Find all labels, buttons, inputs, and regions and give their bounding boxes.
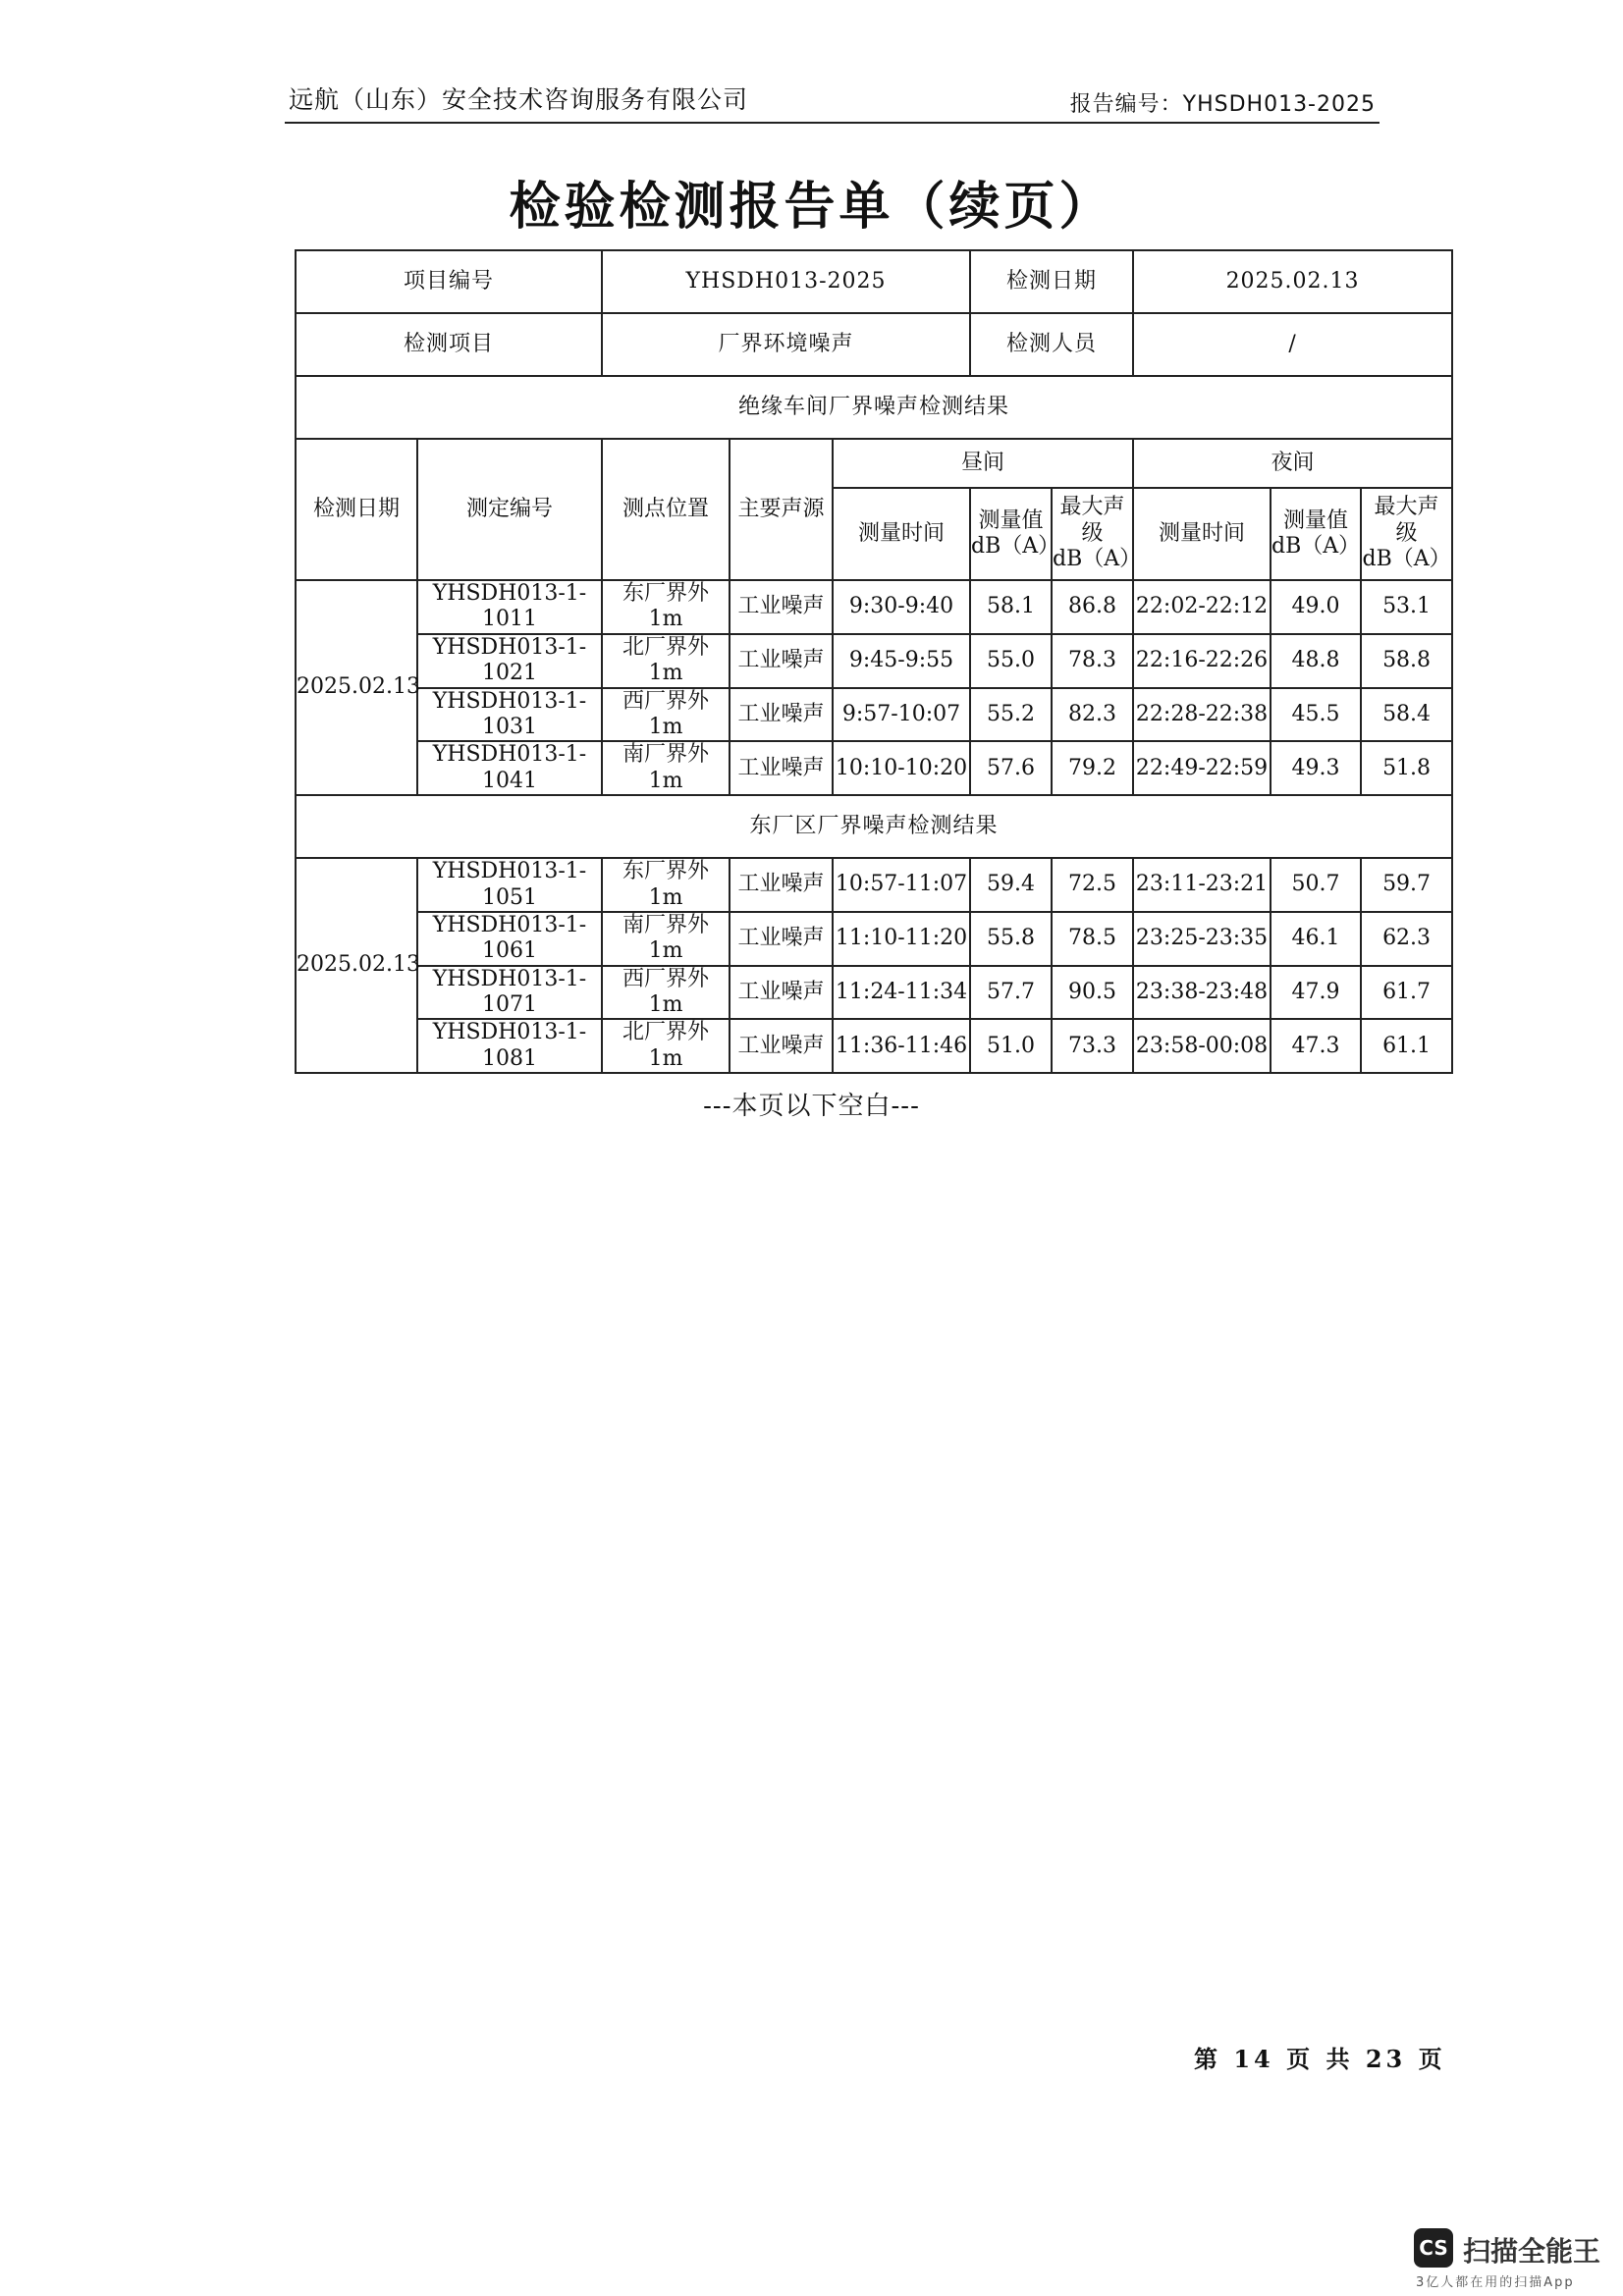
row-position: 西厂界外 1m: [602, 966, 730, 1020]
section-title-row: [296, 376, 1452, 439]
row-day-max: 82.3: [1052, 688, 1133, 742]
row-night-value: 49.0: [1271, 580, 1361, 634]
company-name: 远航（山东）安全技术咨询服务有限公司: [289, 85, 749, 114]
row-day-max: 78.3: [1052, 634, 1133, 688]
col-day-max-l3: dB（A）: [1053, 547, 1142, 572]
col-day-time: 测量时间: [833, 488, 970, 580]
table-row: [296, 858, 1452, 912]
col-day-max-l2: 级: [1081, 520, 1104, 546]
table-row: [296, 688, 1452, 742]
row-night-value: 47.3: [1271, 1019, 1361, 1073]
row-night-time: 23:58-00:08: [1133, 1019, 1271, 1073]
col-source: 主要声源: [730, 439, 833, 580]
project-no-value: YHSDH013-2025: [602, 250, 970, 313]
row-night-max: 58.4: [1361, 688, 1452, 742]
col-day-max: [1052, 488, 1142, 580]
col-night-max-l3: dB（A）: [1362, 547, 1451, 572]
col-date: 检测日期: [296, 439, 417, 580]
watermark-tagline: 3亿人都在用的扫描App: [1416, 2275, 1575, 2290]
row-day-time: 9:45-9:55: [833, 634, 970, 688]
row-night-time: 22:28-22:38: [1133, 688, 1271, 742]
row-day-value: 57.7: [970, 966, 1052, 1020]
row-day-value: 58.1: [970, 580, 1052, 634]
col-night: 夜间: [1133, 439, 1452, 488]
tester-label: 检测人员: [970, 313, 1133, 376]
row-source: 工业噪声: [730, 966, 833, 1020]
row-position: 西厂界外 1m: [602, 688, 730, 742]
test-item-value: 厂界环境噪声: [602, 313, 970, 376]
row-day-time: 10:10-10:20: [833, 741, 970, 795]
row-day-value: 51.0: [970, 1019, 1052, 1073]
test-date-value: 2025.02.13: [1133, 250, 1452, 313]
scanner-watermark: [1414, 2228, 1610, 2291]
row-day-time: 11:36-11:46: [833, 1019, 970, 1073]
row-night-time: 22:02-22:12: [1133, 580, 1271, 634]
col-day-max-l1: 最大声: [1059, 495, 1125, 520]
row-night-max: 53.1: [1361, 580, 1452, 634]
row-night-time: 22:16-22:26: [1133, 634, 1271, 688]
col-day: 昼间: [833, 439, 1133, 488]
row-position: 南厂界外 1m: [602, 912, 730, 966]
row-night-max: 62.3: [1361, 912, 1452, 966]
project-no-label: 项目编号: [296, 250, 602, 313]
row-day-time: 11:24-11:34: [833, 966, 970, 1020]
info-row-2: [296, 313, 1452, 376]
row-night-max: 61.7: [1361, 966, 1452, 1020]
column-header-row: [296, 439, 1452, 488]
row-position: 东厂界外 1m: [602, 580, 730, 634]
table-row: [296, 580, 1452, 634]
row-day-max: 79.2: [1052, 741, 1133, 795]
col-day-value-l2: dB（A）: [971, 534, 1060, 559]
test-item-label: 检测项目: [296, 313, 602, 376]
col-code: 测定编号: [417, 439, 602, 580]
row-source: 工业噪声: [730, 634, 833, 688]
camscanner-logo-icon: CS: [1414, 2228, 1453, 2268]
col-night-value-l1: 测量值: [1283, 507, 1349, 533]
row-night-time: 22:49-22:59: [1133, 741, 1271, 795]
row-source: 工业噪声: [730, 858, 833, 912]
row-night-max: 61.1: [1361, 1019, 1452, 1073]
row-position: 东厂界外 1m: [602, 858, 730, 912]
row-day-value: 55.8: [970, 912, 1052, 966]
row-night-time: 23:25-23:35: [1133, 912, 1271, 966]
row-day-time: 9:30-9:40: [833, 580, 970, 634]
row-night-value: 46.1: [1271, 912, 1361, 966]
row-day-max: 73.3: [1052, 1019, 1133, 1073]
row-night-time: 23:38-23:48: [1133, 966, 1271, 1020]
row-code: YHSDH013-1-1081: [417, 1019, 602, 1073]
row-night-time: 23:11-23:21: [1133, 858, 1271, 912]
watermark-name: 扫描全能王: [1463, 2235, 1601, 2268]
row-night-max: 59.7: [1361, 858, 1452, 912]
info-row-1: [296, 250, 1452, 313]
table-row: [296, 1019, 1452, 1073]
row-code: YHSDH013-1-1011: [417, 580, 602, 634]
row-day-value: 59.4: [970, 858, 1052, 912]
row-night-value: 50.7: [1271, 858, 1361, 912]
row-date: 2025.02.13: [296, 580, 417, 795]
row-day-value: 55.2: [970, 688, 1052, 742]
row-day-max: 72.5: [1052, 858, 1133, 912]
row-day-time: 11:10-11:20: [833, 912, 970, 966]
row-day-max: 78.5: [1052, 912, 1133, 966]
row-night-max: 51.8: [1361, 741, 1452, 795]
row-code: YHSDH013-1-1031: [417, 688, 602, 742]
row-day-value: 55.0: [970, 634, 1052, 688]
document-title: 检验检测报告单（续页）: [509, 178, 1114, 237]
row-date: 2025.02.13: [296, 858, 417, 1073]
col-night-value: [1271, 488, 1361, 580]
col-night-value-l2: dB（A）: [1271, 534, 1361, 559]
row-night-max: 58.8: [1361, 634, 1452, 688]
row-source: 工业噪声: [730, 741, 833, 795]
col-day-value: [970, 488, 1060, 580]
row-code: YHSDH013-1-1071: [417, 966, 602, 1020]
row-night-value: 47.9: [1271, 966, 1361, 1020]
col-day-value-l1: 测量值: [978, 507, 1044, 533]
col-position: 测点位置: [602, 439, 730, 580]
row-source: 工业噪声: [730, 912, 833, 966]
col-night-max-l1: 最大声: [1374, 495, 1439, 520]
row-night-value: 48.8: [1271, 634, 1361, 688]
row-code: YHSDH013-1-1021: [417, 634, 602, 688]
section-title-row: [296, 795, 1452, 858]
table-row: [296, 741, 1452, 795]
row-position: 北厂界外 1m: [602, 634, 730, 688]
section-title: 东厂区厂界噪声检测结果: [296, 795, 1452, 858]
row-position: 北厂界外 1m: [602, 1019, 730, 1073]
row-source: 工业噪声: [730, 580, 833, 634]
row-code: YHSDH013-1-1061: [417, 912, 602, 966]
report-number: 报告编号：YHSDH013-2025: [1069, 92, 1376, 117]
row-day-max: 86.8: [1052, 580, 1133, 634]
col-night-max: [1361, 488, 1452, 580]
row-day-value: 57.6: [970, 741, 1052, 795]
table-row: [296, 634, 1452, 688]
tester-value: /: [1133, 313, 1452, 376]
row-night-value: 45.5: [1271, 688, 1361, 742]
col-night-time: 测量时间: [1133, 488, 1271, 580]
row-source: 工业噪声: [730, 688, 833, 742]
row-day-time: 9:57-10:07: [833, 688, 970, 742]
col-night-max-l2: 级: [1395, 520, 1418, 546]
row-day-time: 10:57-11:07: [833, 858, 970, 912]
page-number: 第 14 页 共 23 页: [1194, 2045, 1446, 2073]
row-code: YHSDH013-1-1051: [417, 858, 602, 912]
report-table: [295, 249, 1453, 1074]
table-row: [296, 912, 1452, 966]
row-source: 工业噪声: [730, 1019, 833, 1073]
table-row: [296, 966, 1452, 1020]
row-position: 南厂界外 1m: [602, 741, 730, 795]
row-code: YHSDH013-1-1041: [417, 741, 602, 795]
row-night-value: 49.3: [1271, 741, 1361, 795]
page-header: [285, 77, 1380, 124]
row-day-max: 90.5: [1052, 966, 1133, 1020]
section-title: 绝缘车间厂界噪声检测结果: [296, 376, 1452, 439]
test-date-label: 检测日期: [970, 250, 1133, 313]
blank-note: ---本页以下空白---: [703, 1092, 920, 1121]
